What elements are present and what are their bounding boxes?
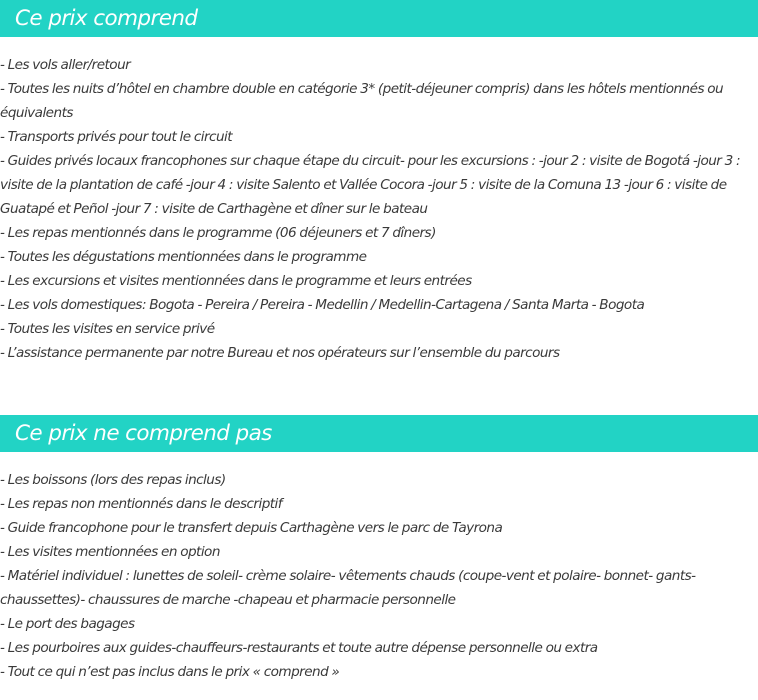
excluded-section-header: [0, 415, 758, 452]
included-item: - Les excursions et visites mentionnées dans le programme et leurs entrées: [0, 273, 472, 289]
excluded-item: - Les visites mentionnées en option: [0, 544, 220, 560]
excluded-item: - Le port des bagages: [0, 616, 135, 632]
included-section-header: [0, 0, 758, 37]
excluded-item: - Les pourboires aux guides-chauffeurs-restaurants et toute autre dépense personnelle ou extra: [0, 640, 598, 656]
excluded-item: - Les boissons (lors des repas inclus): [0, 472, 226, 488]
included-item: - Toutes les nuits d’hôtel en chambre double en catégorie 3* (petit-déjeuner compris) dans les hôtels mentionnés ou équivalents: [0, 81, 724, 121]
included-items-list: [0, 53, 758, 365]
excluded-items-list: [0, 468, 758, 684]
excluded-item: - Matériel individuel : lunettes de soleil- crème solaire- vêtements chauds (coupe-vent et polaire- bonnet- gants- chaussettes)- chaussures de marche -chapeau et pharmacie personnelle: [0, 568, 696, 608]
excluded-item: - Les repas non mentionnés dans le descriptif: [0, 496, 283, 512]
excluded-item: - Guide francophone pour le transfert depuis Carthagène vers le parc de Tayrona: [0, 520, 503, 536]
excluded-item: - Tout ce qui n’est pas inclus dans le prix « comprend »: [0, 664, 340, 680]
excluded-section-title: Ce prix ne comprend pas: [15, 421, 272, 446]
included-item: - Transports privés pour tout le circuit: [0, 129, 233, 145]
included-item: - Toutes les visites en service privé: [0, 321, 215, 337]
included-section-title: Ce prix comprend: [15, 6, 198, 31]
included-item: - L’assistance permanente par notre Bureau et nos opérateurs sur l’ensemble du parcours: [0, 345, 560, 361]
included-item: - Toutes les dégustations mentionnées dans le programme: [0, 249, 367, 265]
included-item: - Les repas mentionnés dans le programme (06 déjeuners et 7 dîners): [0, 225, 436, 241]
included-item: - Guides privés locaux francophones sur chaque étape du circuit- pour les excursions : -jour 2 : visite de Bogotá -jour 3 : visite de la plantation de café -jour 4 : visite Salento et Vallée Cocora -jour 5 : visite de la Comuna 13 -jour 6 : visite de Guatapé et Peñol -jour 7 : visite de Carthagène et dîner sur le bateau: [0, 153, 741, 217]
included-item: - Les vols domestiques: Bogota - Pereira / Pereira - Medellin / Medellin-Cartagena / Santa Marta - Bogota: [0, 297, 645, 313]
included-item: - Les vols aller/retour: [0, 57, 131, 73]
